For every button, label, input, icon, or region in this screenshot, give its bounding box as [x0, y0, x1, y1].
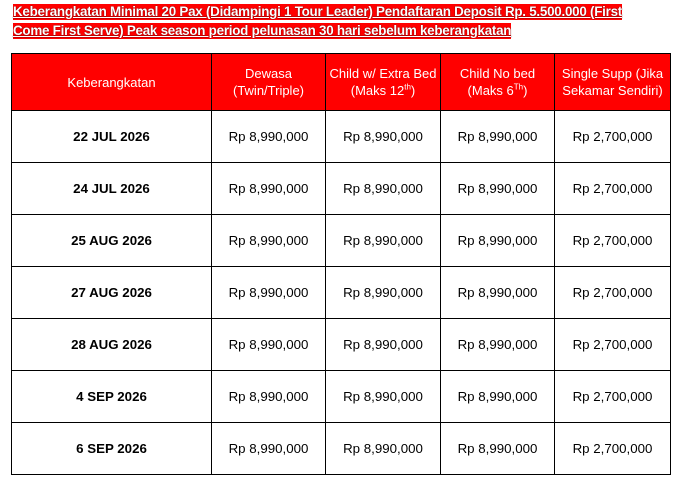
- departure-date: 6 SEP 2026: [12, 423, 212, 475]
- departure-date: 24 JUL 2026: [12, 163, 212, 215]
- price-single-supp: Rp 2,700,000: [555, 111, 671, 163]
- header-child-extra-bed: [326, 54, 441, 111]
- header-child-no-bed-close: ): [523, 83, 528, 98]
- price-child-no-bed: Rp 8,990,000: [441, 215, 555, 267]
- table-row: [12, 319, 671, 371]
- notice-line-2: Come First Serve) Peak season period pelunasan 30 hari sebelum keberangkatan: [13, 23, 512, 38]
- notice-line-1: Keberangkatan Minimal 20 Pax (Didampingi 1 Tour Leader) Pendaftaran Deposit Rp. 5.500.000 (First: [13, 4, 623, 19]
- price-single-supp: Rp 2,700,000: [555, 163, 671, 215]
- table-row: [12, 111, 671, 163]
- price-adult: Rp 8,990,000: [212, 319, 326, 371]
- price-adult: Rp 8,990,000: [212, 267, 326, 319]
- table-header-row: [12, 54, 671, 111]
- header-departure: Keberangkatan: [12, 54, 212, 111]
- table-row: [12, 423, 671, 475]
- price-adult: Rp 8,990,000: [212, 423, 326, 475]
- price-child-extra-bed: Rp 8,990,000: [326, 215, 441, 267]
- price-child-extra-bed: Rp 8,990,000: [326, 371, 441, 423]
- header-child-no-bed: [441, 54, 555, 111]
- registration-notice: [13, 2, 673, 40]
- price-adult: Rp 8,990,000: [212, 371, 326, 423]
- table-row: [12, 371, 671, 423]
- price-single-supp: Rp 2,700,000: [555, 319, 671, 371]
- table-row: [12, 215, 671, 267]
- price-single-supp: Rp 2,700,000: [555, 215, 671, 267]
- header-adult: Dewasa (Twin/Triple): [212, 54, 326, 111]
- price-child-no-bed: Rp 8,990,000: [441, 371, 555, 423]
- price-child-extra-bed: Rp 8,990,000: [326, 111, 441, 163]
- price-child-no-bed: Rp 8,990,000: [441, 319, 555, 371]
- price-child-no-bed: Rp 8,990,000: [441, 111, 555, 163]
- table-row: [12, 163, 671, 215]
- header-single-supp: Single Supp (Jika Sekamar Sendiri): [555, 54, 671, 111]
- price-child-extra-bed: Rp 8,990,000: [326, 163, 441, 215]
- departure-date: 4 SEP 2026: [12, 371, 212, 423]
- price-child-no-bed: Rp 8,990,000: [441, 163, 555, 215]
- departure-date: 25 AUG 2026: [12, 215, 212, 267]
- price-single-supp: Rp 2,700,000: [555, 371, 671, 423]
- departure-date: 28 AUG 2026: [12, 319, 212, 371]
- header-child-no-bed-sup: Th: [513, 82, 524, 92]
- price-single-supp: Rp 2,700,000: [555, 423, 671, 475]
- price-child-extra-bed: Rp 8,990,000: [326, 423, 441, 475]
- price-single-supp: Rp 2,700,000: [555, 267, 671, 319]
- price-adult: Rp 8,990,000: [212, 163, 326, 215]
- header-child-no-bed-label: Child No bed (Maks 6: [459, 66, 536, 98]
- departure-date: 27 AUG 2026: [12, 267, 212, 319]
- table-row: [12, 267, 671, 319]
- price-child-extra-bed: Rp 8,990,000: [326, 319, 441, 371]
- departure-date: 22 JUL 2026: [12, 111, 212, 163]
- price-adult: Rp 8,990,000: [212, 111, 326, 163]
- price-adult: Rp 8,990,000: [212, 215, 326, 267]
- price-child-no-bed: Rp 8,990,000: [441, 267, 555, 319]
- price-child-no-bed: Rp 8,990,000: [441, 423, 555, 475]
- header-child-extra-bed-label: Child w/ Extra Bed (Maks 12: [329, 66, 437, 98]
- departure-price-table: [11, 53, 671, 475]
- header-child-extra-bed-close: ): [410, 83, 416, 98]
- price-child-extra-bed: Rp 8,990,000: [326, 267, 441, 319]
- header-child-extra-bed-sup: th: [404, 82, 411, 92]
